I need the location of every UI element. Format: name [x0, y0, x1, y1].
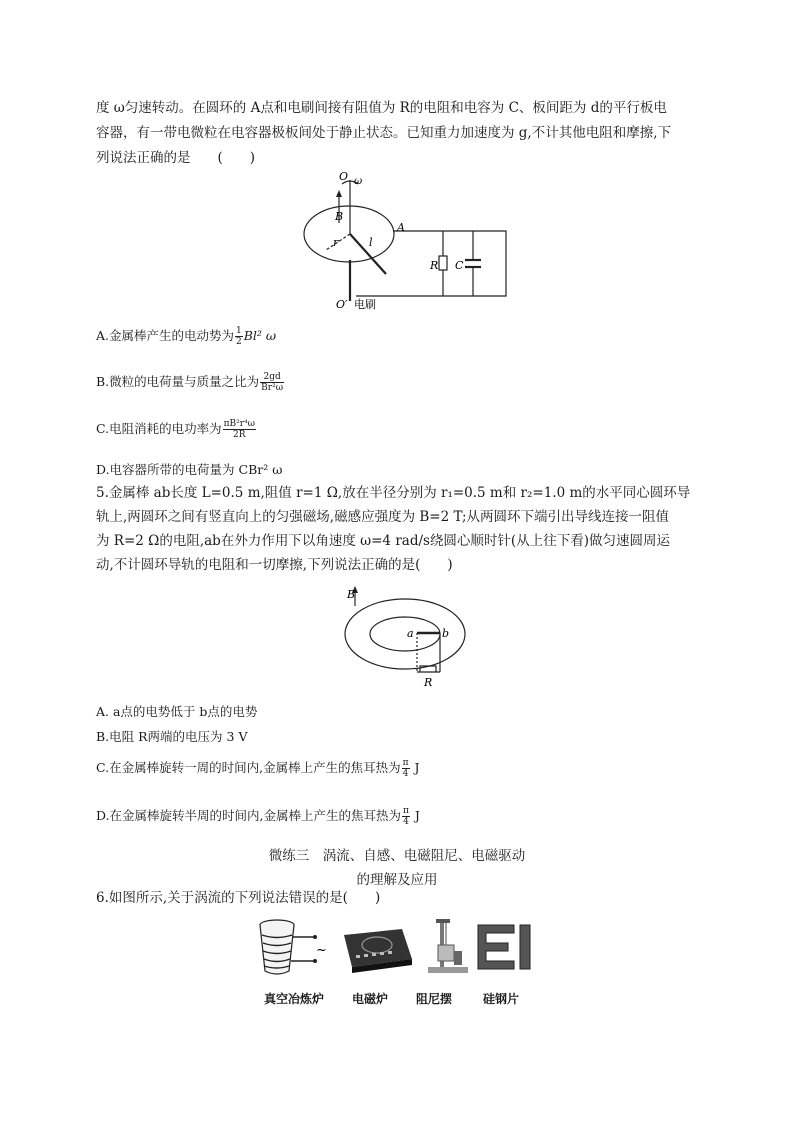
q5-option-c-suffix: J: [410, 760, 420, 775]
caption-induction-cooker: 电磁炉: [352, 992, 389, 1006]
label-R: R: [430, 259, 439, 272]
q5-option-d[interactable]: [96, 806, 420, 827]
label-B: B: [347, 588, 356, 601]
label-r: r: [333, 236, 339, 249]
caption-silicon-steel: 硅钢片: [483, 992, 520, 1006]
label-C: C: [455, 259, 464, 272]
section-title-line-1: 微练三 涡流、自感、电磁阻尼、电磁驱动: [268, 848, 526, 864]
q4-option-a-suffix: Bl² ω: [243, 328, 277, 343]
q4-option-a[interactable]: [96, 326, 276, 347]
silicon-steel-image: [478, 925, 530, 969]
label-brush: 电刷: [354, 298, 376, 311]
q4-option-b-prefix: B.微粒的电荷量与质量之比为: [96, 374, 260, 389]
label-omega: ω: [354, 176, 363, 187]
q5-concentric-rings-figure: [340, 584, 480, 692]
q5-option-b[interactable]: B.电阻 R两端的电压为 3 V: [96, 729, 248, 744]
q5-option-a[interactable]: A. a点的电势低于 b点的电势: [96, 704, 258, 719]
q6-equipment-figure: [252, 915, 542, 985]
q5-option-c[interactable]: [96, 758, 419, 779]
label-A: A: [397, 221, 405, 234]
section-title-line-2: 的理解及应用: [356, 872, 438, 888]
q4-line-1: 度 ω匀速转动。在圆环的 A点和电刷间接有阻值为 R的电阻和电容为 C、板间距为 d的平行板电: [96, 100, 667, 116]
label-O: O: [339, 170, 349, 183]
q5-option-d-prefix: D.在金属棒旋转半周的时间内,金属棒上产生的焦耳热为: [96, 808, 402, 823]
tilde: ~: [316, 943, 327, 958]
q4-option-d[interactable]: D.电容器所带的电荷量为 CBr² ω: [96, 462, 283, 477]
q5-line-4: 动,不计圆环导轨的电阻和一切摩擦,下列说法正确的是( ): [96, 557, 453, 573]
label-R: R: [424, 676, 433, 689]
damping-pendulum-image: [428, 919, 468, 973]
fraction: $\frac{1}{2}$: [236, 326, 242, 347]
q4-rotating-rod-figure: [296, 168, 516, 313]
q4-line-3: 列说法正确的是 ( ): [96, 150, 256, 166]
caption-damping-pendulum: 阻尼摆: [416, 992, 453, 1006]
q5-line-1: 5.金属棒 ab长度 L=0.5 m,阻值 r=1 Ω,放在半径分别为 r₁=0.5 m和 r₂=1.0 m的水平同心圆环导: [96, 485, 691, 501]
q4-option-a-prefix: A.金属棒产生的电动势为: [96, 328, 235, 343]
q5-line-2: 轨上,两圆环之间有竖直向上的匀强磁场,磁感应强度为 B=2 T;从两圆环下端引出导线连接一阻值: [96, 509, 670, 525]
q5-line-3: 为 R=2 Ω的电阻,ab在外力作用下以角速度 ω=4 rad/s绕圆心顺时针(从上往下看)做匀速圆周运: [96, 533, 670, 549]
q4-option-c-prefix: C.电阻消耗的电功率为: [96, 421, 222, 436]
label-b: b: [442, 627, 450, 640]
fraction: $\frac{\text{πB²r⁴ω}}{2R}$: [223, 419, 255, 440]
q6-stem: 6.如图所示,关于涡流的下列说法错误的是( ): [96, 890, 381, 906]
fraction: $\frac{\pi}{4}$: [403, 806, 409, 827]
label-O-prime: O′: [336, 298, 348, 311]
q5-option-d-suffix: J: [410, 808, 420, 823]
label-B: B: [335, 210, 344, 223]
induction-cooker-image: [344, 929, 412, 973]
label-a: a: [407, 627, 414, 640]
fraction: $\frac{\pi}{4}$: [402, 758, 409, 779]
q4-option-c[interactable]: [96, 419, 257, 440]
q4-option-b[interactable]: [96, 372, 285, 393]
fraction: $\frac{2gd}{\text{Br²ω}}$: [261, 372, 284, 393]
caption-vacuum-furnace: 真空冶炼炉: [264, 992, 325, 1006]
q5-option-c-prefix: C.在金属棒旋转一周的时间内,金属棒上产生的焦耳热为: [96, 760, 401, 775]
q4-line-2: 容器，有一带电微粒在电容器极板间处于静止状态。已知重力加速度为 g,不计其他电阻和摩擦,下: [96, 125, 672, 141]
label-l: l: [369, 236, 373, 249]
